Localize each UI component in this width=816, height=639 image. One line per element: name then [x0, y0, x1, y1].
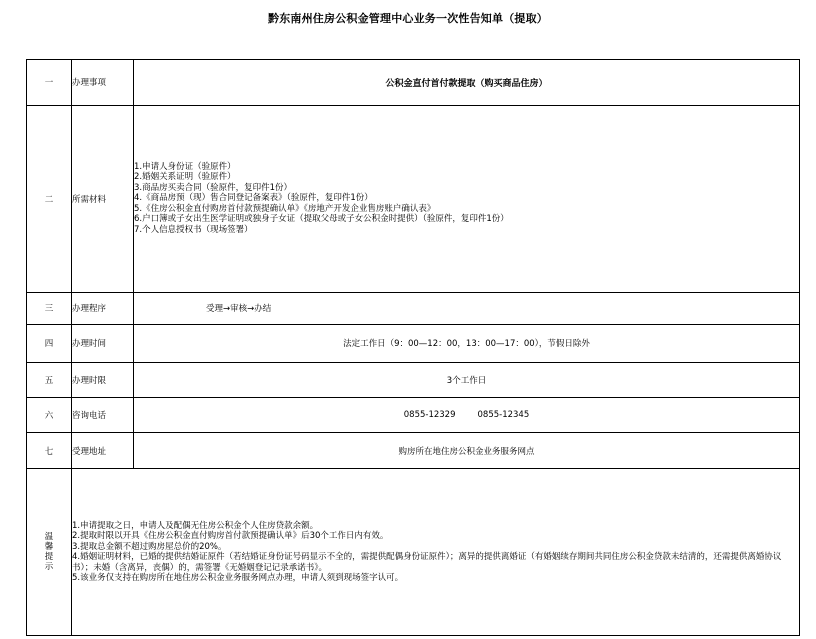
- row-value: 3个工作日: [134, 362, 800, 397]
- tips-label: 温 馨 提 示: [27, 469, 72, 636]
- row-number: 一: [27, 60, 72, 106]
- list-item: 1.申请提取之日，申请人及配偶无住房公积金个人住房贷款余额。: [72, 520, 319, 531]
- row-label: 办理时间: [72, 324, 134, 362]
- row-number: 四: [27, 324, 72, 362]
- table-row: [27, 60, 800, 106]
- row-value: 购房所在地住房公积金业务服务网点: [134, 433, 800, 469]
- list-item: 3.提取总金额不超过购房屋总价的20%。: [72, 541, 227, 552]
- materials-cell: [134, 105, 800, 292]
- row-label: 受理地址: [72, 433, 134, 469]
- row-number: 五: [27, 362, 72, 397]
- list-item: 6.户口簿或子女出生医学证明或独身子女证（提取父母或子女公积金时提供）（验原件，复印件1份）: [134, 214, 509, 225]
- list-item: 1.申请人身份证（验原件）: [134, 161, 236, 172]
- list-item: 7.个人信息授权书（现场签署）: [134, 224, 253, 235]
- materials-list: [134, 162, 799, 236]
- row-value: 法定工作日（9：00—12：00，13：00—17：00），节假日除外: [134, 324, 800, 362]
- row-number: 二: [27, 105, 72, 292]
- table-row: [27, 105, 800, 292]
- list-item: 5.该业务仅支持在购房所在地住房公积金业务服务网点办理，申请人须到现场签字认可。: [72, 573, 404, 584]
- table-row: [27, 433, 800, 469]
- table-row: [27, 324, 800, 362]
- row-label: 办理时限: [72, 362, 134, 397]
- table-row: [27, 362, 800, 397]
- table-row: [27, 292, 800, 324]
- row-label: 咨询电话: [72, 398, 134, 433]
- notice-table: [26, 59, 800, 636]
- table-row: [27, 469, 800, 636]
- list-item: 3.商品房买卖合同（验原件，复印件1份）: [134, 182, 293, 193]
- phone-number: 0855-12345: [477, 410, 530, 421]
- row-label: 办理程序: [72, 292, 134, 324]
- list-item: 5.《住房公积金直付购房首付款预提确认单》《房地产开发企业售房账户确认表》: [134, 203, 436, 214]
- row-label: 所需材料: [72, 105, 134, 292]
- list-item: 4.婚姻证明材料，已婚的提供结婚证原件（若结婚证身份证号码显示不全的，需提供配偶身份证原件）；离异的提供离婚证（有婚姻续存期间共同住房公积金贷款未结清的，还需提供离婚协议书）；未婚（含离异，丧偶）的，需签署《无婚姻登记记录承诺书》。: [72, 552, 782, 573]
- row-value: 受理→审核→办结: [134, 292, 800, 324]
- table-row: [27, 398, 800, 433]
- row-number: 七: [27, 433, 72, 469]
- phone-number: 0855-12329: [403, 410, 456, 421]
- row-label: 办理事项: [72, 60, 134, 106]
- row-number: 三: [27, 292, 72, 324]
- list-item: 4.《商品房预（现）售合同登记备案表》（验原件，复印件1份）: [134, 193, 373, 204]
- tips-list: [72, 521, 799, 584]
- list-item: 2.提取时限以开具《住房公积金直付购房首付款预提确认单》后30个工作日内有效。: [72, 531, 389, 542]
- list-item: 2.婚姻关系证明（验原件）: [134, 172, 236, 183]
- phone-cell: [134, 398, 800, 433]
- tips-cell: [72, 469, 800, 636]
- row-number: 六: [27, 398, 72, 433]
- row-value: 公积金直付首付款提取（购买商品住房）: [134, 60, 800, 106]
- page-title: 黔东南州住房公积金管理中心业务一次性告知单（提取）: [268, 12, 548, 25]
